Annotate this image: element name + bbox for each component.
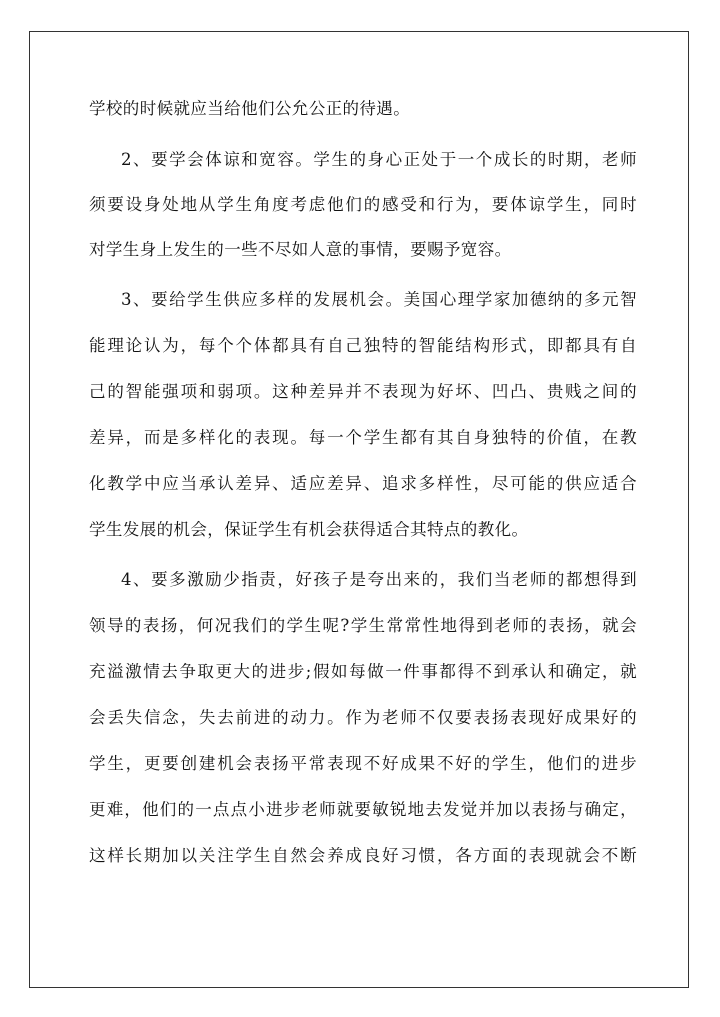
text-line-1: 学校的时候就应当给他们公允公正的待遇。	[89, 99, 411, 118]
paragraph-3-line-2: 能理论认为，每个个体都具有自己独特的智能结构形式，即都具有自	[89, 336, 637, 355]
paragraph-4-line-5: 学生，更要创建机会表扬平常表现不好成果不好的学生，他们的进步	[89, 754, 637, 773]
paragraph-4-line-6: 更难，他们的一点点小进步老师就要敏锐地去发觉并加以表扬与确定，	[89, 800, 637, 819]
paragraph-4-line-1: 4、要多激励少指责，好孩子是夸出来的，我们当老师的都想得到	[121, 570, 637, 589]
paragraph-2-line-3: 对学生身上发生的一些不尽如人意的事情，要赐予宽容。	[89, 240, 512, 259]
paragraph-3-line-4: 差异，而是多样化的表现。每一个学生都有其自身独特的价值，在教	[89, 428, 637, 447]
paragraph-4-line-2: 领导的表扬，何况我们的学生呢?学生常常性地得到老师的表扬，就会	[89, 616, 637, 635]
paragraph-4-line-3: 充溢激情去争取更大的进步;假如每做一件事都得不到承认和确定，就	[89, 662, 637, 681]
paragraph-2-line-1: 2、要学会体谅和宽容。学生的身心正处于一个成长的时期，老师	[121, 150, 637, 169]
paragraph-2-line-2: 须要设身处地从学生角度考虑他们的感受和行为，要体谅学生，同时	[89, 195, 637, 214]
paragraph-3-line-1: 3、要给学生供应多样的发展机会。美国心理学家加德纳的多元智	[121, 290, 637, 309]
paragraph-4-line-7: 这样长期加以关注学生自然会养成良好习惯，各方面的表现就会不断	[89, 846, 637, 865]
paragraph-4-line-4: 会丢失信念，失去前进的动力。作为老师不仅要表扬表现好成果好的	[89, 708, 637, 727]
paragraph-3-line-6: 学生发展的机会，保证学生有机会获得适合其特点的教化。	[89, 520, 529, 539]
paragraph-3-line-5: 化教学中应当承认差异、适应差异、追求多样性，尽可能的供应适合	[89, 474, 637, 493]
paragraph-3-line-3: 己的智能强项和弱项。这种差异并不表现为好坏、凹凸、贵贱之间的	[89, 382, 637, 401]
